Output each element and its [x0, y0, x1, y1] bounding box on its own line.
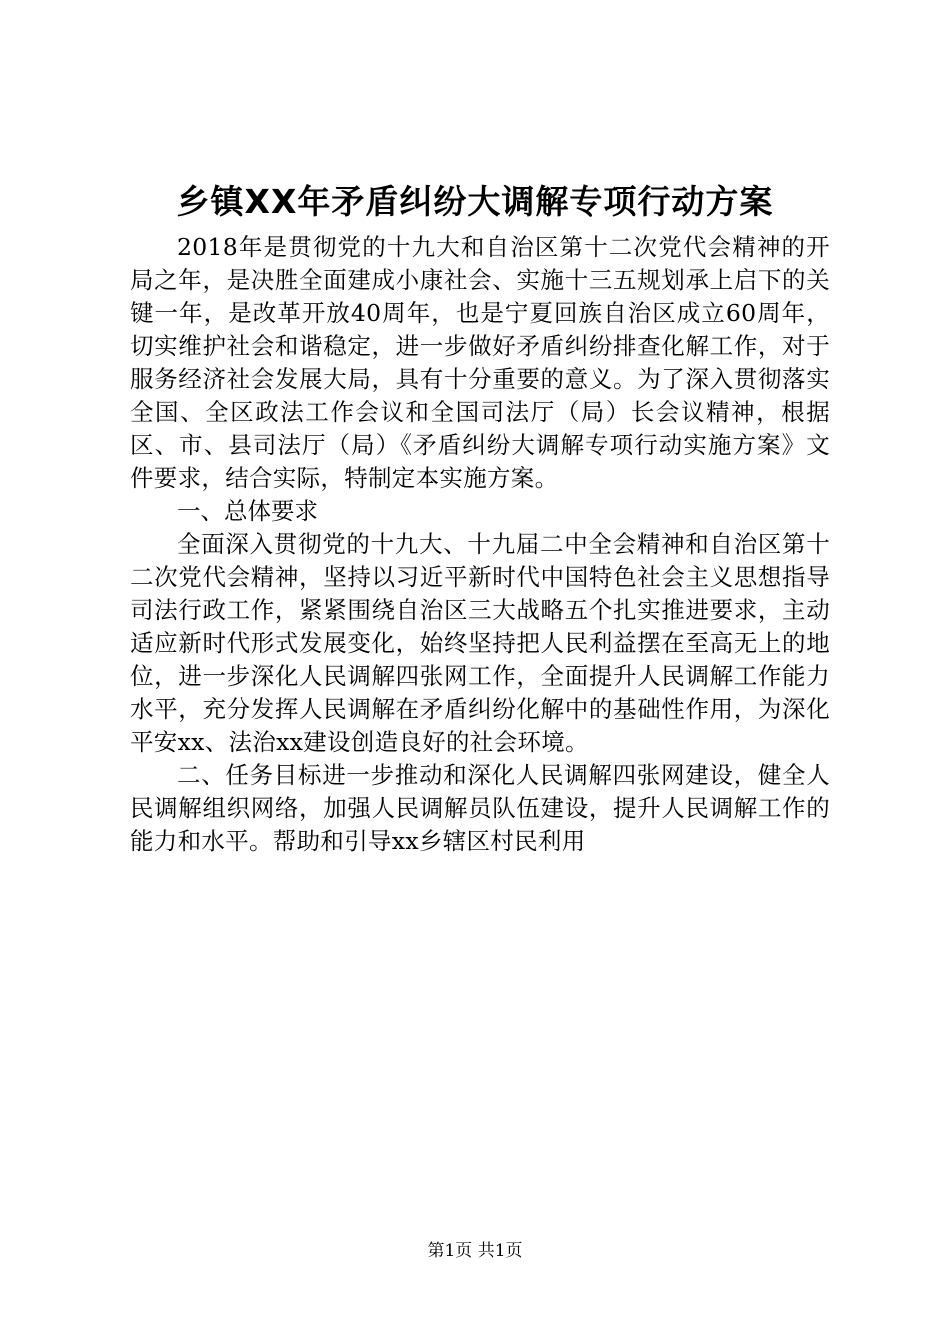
paragraph-general-requirements: 全面深入贯彻党的十九大、十九届二中全会精神和自治区第十二次党代会精神，坚持以习近平新时代中国特色社会主义思想指导司法行政工作，紧紧围绕自治区三大战略五个扎实推进要求，主动适应新时代形式发展变化，始终坚持把人民利益摆在至高无上的地位，进一步深化人民调解四张网工作，全面提升人民调解工作能力水平，充分发挥人民调解在矛盾纠纷化解中的基础性作用，为深化平安xx、法治xx建设创造良好的社会环境。 — [130, 530, 830, 756]
document-body — [130, 231, 830, 858]
page-number-footer: 第1页 共1页 — [427, 1241, 523, 1261]
paragraph-intro: 2018年是贯彻党的十九大和自治区第十二次党代会精神的开局之年，是决胜全面建成小康社会、实施十三五规划承上启下的关键一年，是改革开放40周年，也是宁夏回族自治区成立60周年，切实维护社会和谐稳定，进一步做好矛盾纠纷排查化解工作，对于服务经济社会发展大局，具有十分重要的意义。为了深入贯彻落实全国、全区政法工作会议和全国司法厅（局）长会议精神，根据区、市、县司法厅（局）《矛盾纠纷大调解专项行动实施方案》文件要求，结合实际，特制定本实施方案。 — [130, 233, 830, 492]
document-title: 乡镇XX年矛盾纠纷大调解专项行动方案 — [176, 182, 774, 221]
paragraph-task-objectives: 二、任务目标进一步推动和深化人民调解四张网建设，健全人民调解组织网络，加强人民调解员队伍建设，提升人民调解工作的能力和水平。帮助和引导xx乡辖区村民利用 — [130, 761, 830, 855]
section-heading-general-requirements: 一、总体要求 — [177, 497, 318, 525]
